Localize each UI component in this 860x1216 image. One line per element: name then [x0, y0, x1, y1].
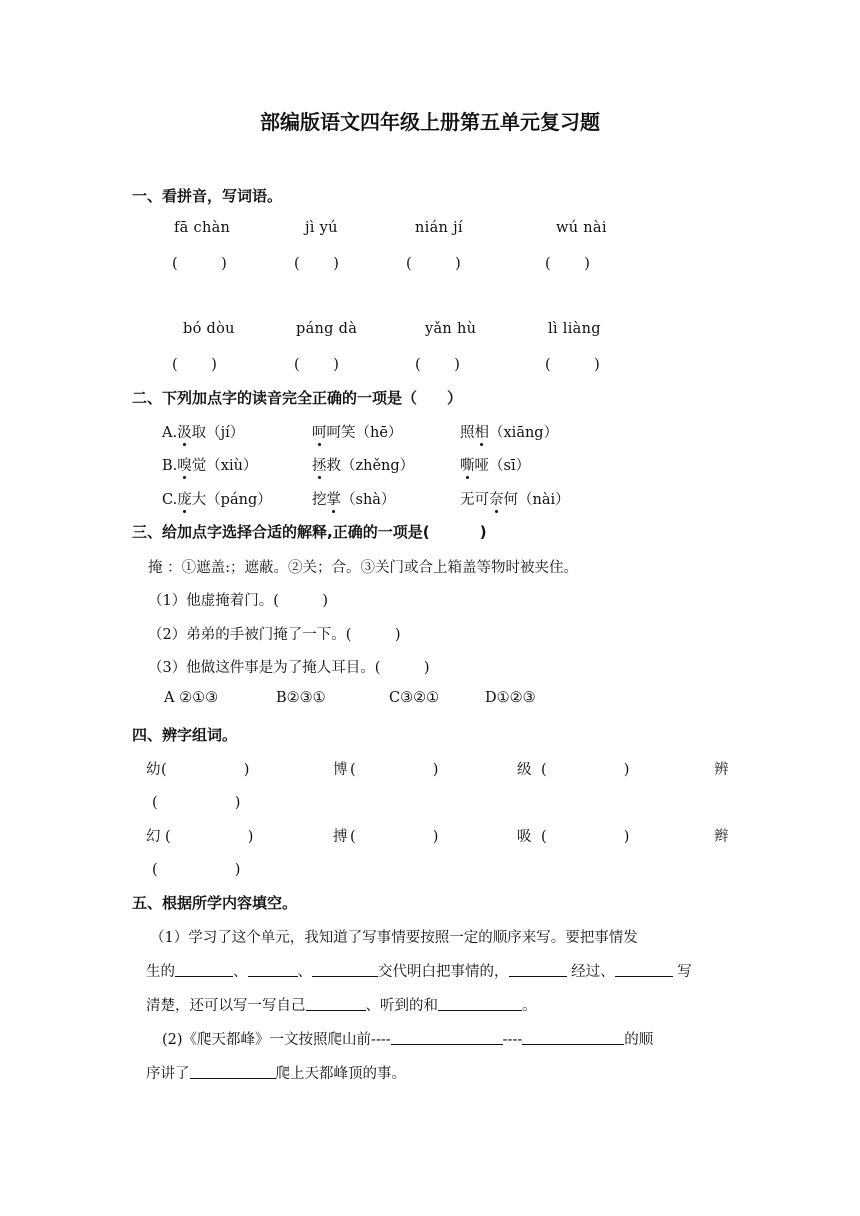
option-b2: 拯救（zhěng）	[312, 454, 414, 475]
blank-line[interactable]	[312, 962, 378, 977]
pinyin-item: fā chàn	[174, 220, 231, 236]
blank-line[interactable]	[175, 962, 233, 977]
word-char: 幻	[146, 829, 161, 845]
answer-bracket[interactable]: ( )	[161, 762, 250, 778]
answer-bracket[interactable]: ( )	[294, 256, 339, 272]
answer-bracket[interactable]: ( )	[406, 256, 461, 272]
pinyin-item: bó dòu	[183, 321, 235, 337]
answer-bracket[interactable]: ( )	[152, 862, 241, 878]
blank-line[interactable]	[438, 996, 522, 1011]
pinyin-item: lì liàng	[548, 321, 601, 337]
pinyin-item: jì yú	[305, 220, 338, 236]
pinyin-item: yǎn hù	[425, 321, 477, 337]
answer-bracket[interactable]: ( )	[165, 829, 254, 845]
answer-bracket[interactable]: ( )	[350, 762, 439, 778]
blank-line[interactable]	[306, 996, 366, 1011]
answer-bracket[interactable]: ( )	[541, 762, 630, 778]
choice-option: B②③①	[276, 690, 326, 706]
option-a3: 照相（xiāng）	[460, 421, 558, 442]
word-char: 搏	[333, 829, 348, 845]
choice-option: C③②①	[389, 690, 440, 706]
option-a2: 呵呵笑（hē）	[312, 421, 402, 442]
option-c3: 无可奈何（nài）	[460, 488, 570, 509]
section-4-heading: 四、辨字组词。	[132, 726, 238, 744]
option-a1: A.汲取（jí）	[162, 421, 244, 442]
section-2-heading: 二、下列加点字的读音完全正确的一项是（ ）	[132, 389, 463, 407]
page-title: 部编版语文四年级上册第五单元复习题	[260, 110, 600, 134]
blank-line[interactable]	[391, 1030, 503, 1045]
answer-bracket[interactable]: ( )	[172, 256, 227, 272]
question-3: （3）他做这件事是为了掩人耳目。( )	[148, 660, 430, 676]
answer-bracket[interactable]: ( )	[152, 795, 241, 811]
definition-text: 掩 ：①遮盖:；遮蔽。②关；合。③关门或合上箱盖等物时被夹住。	[148, 560, 578, 576]
word-char: 吸	[517, 829, 532, 845]
answer-bracket[interactable]: ( )	[294, 357, 339, 373]
fill-paragraph-2-line-2: 序讲了 爬上天都峰顶的事。	[146, 1066, 406, 1082]
option-b3: 嘶哑（sī）	[460, 454, 530, 475]
blank-line[interactable]	[248, 962, 298, 977]
answer-bracket[interactable]: ( )	[350, 829, 439, 845]
word-char: 辫	[714, 829, 729, 845]
choice-option: A ②①③	[164, 690, 219, 706]
section-5-heading: 五、根据所学内容填空。	[132, 894, 298, 912]
question-1: （1）他虚掩着门。( )	[148, 593, 329, 609]
blank-line[interactable]	[522, 1030, 624, 1045]
answer-bracket[interactable]: ( )	[415, 357, 460, 373]
fill-paragraph-2-line-1: (2)《爬天都峰》一文按照爬山前---- ---- 的顺	[162, 1032, 654, 1048]
pinyin-item: nián jí	[415, 220, 463, 236]
word-char: 幼	[146, 762, 161, 778]
fill-paragraph-1-line-1: （1）学习了这个单元，我知道了写事情要按照一定的顺序来写。要把事情发	[150, 930, 638, 946]
option-c1: C.庞大（páng）	[162, 488, 272, 509]
answer-bracket[interactable]: ( )	[545, 357, 600, 373]
word-char: 级	[517, 762, 532, 778]
word-char: 博	[333, 762, 348, 778]
section-1-heading: 一、看拼音，写词语。	[132, 187, 283, 205]
answer-bracket[interactable]: ( )	[541, 829, 630, 845]
blank-line[interactable]	[509, 962, 567, 977]
fill-paragraph-1-line-3: 清楚，还可以写一写自己 、听到的和 。	[146, 998, 537, 1014]
word-char: 辨	[714, 762, 729, 778]
blank-line[interactable]	[190, 1064, 276, 1079]
choice-option: D①②③	[485, 690, 536, 706]
section-3-heading: 三、给加点字选择合适的解释,正确的一项是( )	[132, 523, 487, 541]
pinyin-item: wú nài	[556, 220, 607, 236]
answer-bracket[interactable]: ( )	[545, 256, 590, 272]
fill-paragraph-1-line-2: 生的 、 、 交代明白把事情的， 经过、 写	[146, 964, 692, 980]
option-c2: 挖掌（shà）	[312, 488, 395, 509]
answer-bracket[interactable]: ( )	[172, 357, 217, 373]
pinyin-item: páng dà	[296, 321, 358, 337]
option-b1: B.嗅觉（xiù）	[162, 454, 257, 475]
question-2: （2）弟弟的手被门掩了一下。( )	[148, 627, 401, 643]
blank-line[interactable]	[615, 962, 673, 977]
